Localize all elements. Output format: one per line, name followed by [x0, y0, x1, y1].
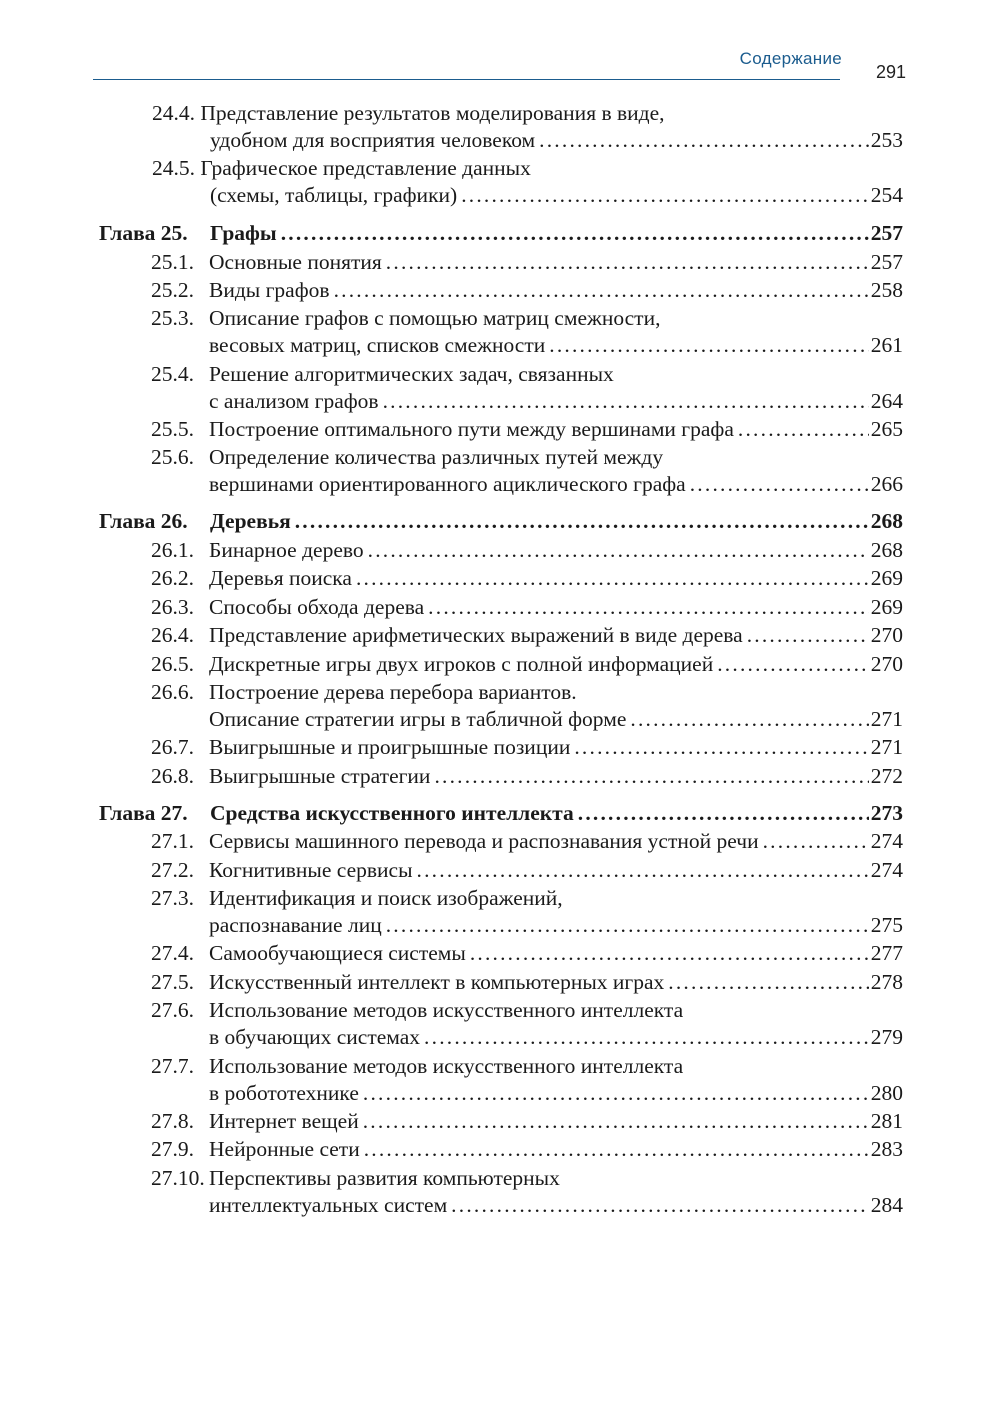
- dot-leader: [549, 332, 869, 359]
- section-title: Перспективы развития компьютерных: [209, 1165, 560, 1190]
- dot-leader: [539, 127, 869, 154]
- dot-leader: [451, 1192, 869, 1219]
- chapter-heading: [99, 220, 903, 247]
- section-page: 274: [870, 857, 903, 882]
- section-page: 280: [870, 1080, 903, 1105]
- section-title: Построение оптимального пути между вершинами графа: [209, 417, 734, 442]
- section-number: 27.1.: [151, 829, 194, 854]
- dot-leader: [428, 594, 869, 621]
- section-title: Описание стратегии игры в табличной форме: [209, 706, 627, 731]
- chapter-title: Средства искусственного интеллекта: [210, 800, 574, 825]
- toc-entry: [99, 651, 903, 678]
- dot-leader: [668, 969, 868, 996]
- section-number: 27.8.: [151, 1108, 194, 1133]
- section-page: 264: [870, 388, 903, 413]
- toc-line: [151, 1165, 903, 1192]
- dot-leader: [295, 508, 869, 535]
- section-title: Самообучающиеся системы: [209, 941, 466, 966]
- dot-leader: [383, 388, 869, 415]
- toc-line: [151, 706, 903, 733]
- section-title: Построение дерева перебора вариантов.: [209, 679, 577, 704]
- section-number: 25.6.: [151, 445, 194, 470]
- section-number: 26.2.: [151, 566, 194, 591]
- toc-line: [151, 997, 903, 1024]
- section-title: Выигрышные стратегии: [209, 763, 431, 788]
- toc-entry: [99, 857, 903, 884]
- section-number: 25.4.: [151, 361, 194, 386]
- toc-entry: [99, 763, 903, 790]
- section-page: 266: [870, 472, 903, 497]
- section-title: Описание графов с помощью матриц смежности,: [209, 306, 661, 331]
- section-number: 26.5.: [151, 651, 194, 676]
- toc-line: [99, 508, 903, 535]
- dot-leader: [717, 651, 869, 678]
- toc-line: [152, 127, 903, 154]
- toc-line: [151, 885, 903, 912]
- section-number: 27.6.: [151, 998, 194, 1023]
- toc-line: [151, 828, 903, 855]
- section-page: 274: [870, 829, 903, 854]
- section-page: 271: [870, 706, 903, 731]
- running-head-title: Содержание: [739, 49, 842, 68]
- section-number: 27.9.: [151, 1137, 194, 1162]
- section-page: 272: [870, 763, 903, 788]
- section-title: Интернет вещей: [209, 1108, 359, 1133]
- section-title: Решение алгоритмических задач, связанных: [209, 361, 614, 386]
- toc-line: [151, 969, 903, 996]
- section-number: 27.5.: [151, 969, 194, 994]
- toc-line: [151, 1024, 903, 1051]
- section-number: 26.3.: [151, 594, 194, 619]
- chapter-list: [99, 220, 903, 1219]
- dot-leader: [363, 1080, 869, 1107]
- section-number: 26.4.: [151, 623, 194, 648]
- dot-leader: [281, 220, 869, 247]
- toc-entry: [99, 885, 903, 939]
- dot-leader: [417, 857, 869, 884]
- chapter-heading: [99, 508, 903, 535]
- toc-entry: [99, 277, 903, 304]
- section-title: с анализом графов: [209, 388, 379, 413]
- dot-leader: [574, 734, 868, 761]
- section-number: 25.2.: [151, 277, 194, 302]
- toc-line: [151, 622, 903, 649]
- section-page: 265: [870, 417, 903, 442]
- entry-title: (схемы, таблицы, графики): [210, 183, 458, 207]
- chapter-title: Графы: [210, 221, 277, 245]
- dot-leader: [356, 565, 869, 592]
- section-title: Использование методов искусственного интеллекта: [209, 1053, 684, 1078]
- toc-entry: [99, 734, 903, 761]
- section-title: вершинами ориентированного ациклического графа: [209, 472, 686, 497]
- section-number: 26.7.: [151, 735, 194, 760]
- toc-entry: [99, 969, 903, 996]
- toc-line: [151, 249, 903, 276]
- toc-entry: [99, 622, 903, 649]
- toc-line: [151, 1136, 903, 1163]
- toc-line: [151, 305, 903, 332]
- section-page: 268: [870, 537, 903, 562]
- toc-line: [151, 416, 903, 443]
- running-head-rule: [93, 79, 840, 80]
- toc-entry: [99, 537, 903, 564]
- toc-entry: [99, 940, 903, 967]
- toc-line: [152, 182, 903, 209]
- dot-leader: [363, 1108, 869, 1135]
- dot-leader: [368, 537, 869, 564]
- section-page: 278: [870, 969, 903, 994]
- section-title: Определение количества различных путей между: [209, 445, 664, 470]
- section-page: 277: [870, 941, 903, 966]
- toc-entry: [99, 416, 903, 443]
- toc-line: [151, 537, 903, 564]
- toc-entry: [99, 679, 903, 733]
- section-page: 281: [870, 1108, 903, 1133]
- toc-entry: [99, 155, 903, 209]
- toc-line: [151, 565, 903, 592]
- section-page: 269: [870, 594, 903, 619]
- toc-entry: [99, 249, 903, 276]
- dot-leader: [738, 416, 869, 443]
- dot-leader: [386, 249, 869, 276]
- toc-line: [151, 388, 903, 415]
- entry-title: 24.4. Представление результатов моделирования в виде,: [152, 101, 665, 125]
- dot-leader: [470, 940, 869, 967]
- dot-leader: [434, 763, 868, 790]
- toc-line: [151, 277, 903, 304]
- section-page: 271: [870, 735, 903, 760]
- toc-entry: [99, 1165, 903, 1219]
- section-title: в робототехнике: [209, 1080, 359, 1105]
- toc-line: [151, 763, 903, 790]
- section-page: 283: [870, 1137, 903, 1162]
- entry-title: удобном для восприятия человеком: [210, 128, 536, 152]
- section-number: 26.8.: [151, 763, 194, 788]
- section-number: 27.3.: [151, 885, 194, 910]
- section-title: Идентификация и поиск изображений,: [209, 885, 563, 910]
- toc-line: [151, 912, 903, 939]
- toc-entry: [99, 361, 903, 415]
- toc-entry: [99, 594, 903, 621]
- dot-leader: [763, 828, 869, 855]
- dot-leader: [690, 471, 869, 498]
- section-number: 25.1.: [151, 249, 194, 274]
- toc-line: [151, 332, 903, 359]
- section-title: Деревья поиска: [209, 566, 352, 591]
- chapter-page: 268: [870, 509, 903, 534]
- section-number: 25.3.: [151, 306, 194, 331]
- page-number: 291: [875, 62, 906, 82]
- section-title: распознавание лиц: [209, 912, 382, 937]
- toc-line: [99, 220, 903, 247]
- section-page: 270: [870, 651, 903, 676]
- section-title: Нейронные сети: [209, 1137, 360, 1162]
- section-number: 27.4.: [151, 941, 194, 966]
- section-number: 27.10.: [151, 1165, 205, 1190]
- dot-leader: [386, 912, 869, 939]
- entry-page: 253: [870, 128, 903, 152]
- dot-leader: [747, 622, 869, 649]
- toc-entry: [99, 100, 903, 154]
- section-number: 25.5.: [151, 417, 194, 442]
- toc-line: [151, 651, 903, 678]
- toc-line: [151, 1192, 903, 1219]
- table-of-contents: [99, 100, 903, 1220]
- toc-entry: [99, 997, 903, 1051]
- section-title: Дискретные игры двух игроков с полной информацией: [209, 651, 714, 676]
- section-title: весовых матриц, списков смежности: [209, 333, 546, 358]
- toc-entry: [99, 828, 903, 855]
- entry-title: 24.5. Графическое представление данных: [152, 156, 531, 180]
- toc-entry: [99, 565, 903, 592]
- section-title: в обучающих системах: [209, 1025, 421, 1050]
- toc-line: [151, 1053, 903, 1080]
- toc-line: [151, 940, 903, 967]
- dot-leader: [630, 706, 868, 733]
- toc-entry: [99, 1053, 903, 1107]
- section-title: Использование методов искусственного интеллекта: [209, 998, 684, 1023]
- chapter-label: Глава 25.: [99, 221, 188, 245]
- toc-line: [151, 444, 903, 471]
- toc-line: [152, 100, 903, 127]
- section-title: Виды графов: [209, 277, 330, 302]
- toc-line: [151, 1108, 903, 1135]
- running-head: [0, 0, 1000, 90]
- continued-entries: [99, 100, 903, 209]
- section-title: Представление арифметических выражений в виде дерева: [209, 623, 743, 648]
- entry-page: 254: [870, 183, 903, 207]
- section-title: Сервисы машинного перевода и распознавания устной речи: [209, 829, 759, 854]
- section-page: 261: [870, 333, 903, 358]
- chapter-label: Глава 26.: [99, 509, 188, 534]
- chapter-page: 273: [870, 800, 903, 825]
- section-title: Способы обхода дерева: [209, 594, 425, 619]
- section-page: 269: [870, 566, 903, 591]
- section-title: Выигрышные и проигрышные позиции: [209, 735, 571, 760]
- toc-line: [151, 679, 903, 706]
- dot-leader: [461, 182, 869, 209]
- toc-entry: [99, 444, 903, 498]
- toc-line: [152, 155, 903, 182]
- section-page: 284: [870, 1192, 903, 1217]
- toc-line: [151, 594, 903, 621]
- toc-line: [151, 857, 903, 884]
- section-page: 270: [870, 623, 903, 648]
- toc-line: [151, 1080, 903, 1107]
- toc-entry: [99, 1108, 903, 1135]
- toc-entry: [99, 1136, 903, 1163]
- toc-line: [151, 361, 903, 388]
- toc-line: [99, 800, 903, 827]
- chapter-page: 257: [870, 221, 903, 245]
- section-number: 27.7.: [151, 1053, 194, 1078]
- dot-leader: [334, 277, 869, 304]
- section-page: 279: [870, 1025, 903, 1050]
- toc-line: [151, 734, 903, 761]
- section-title: Бинарное дерево: [209, 537, 364, 562]
- section-title: Основные понятия: [209, 249, 382, 274]
- chapter-title: Деревья: [210, 509, 291, 534]
- section-title: Когнитивные сервисы: [209, 857, 413, 882]
- dot-leader: [578, 800, 869, 827]
- toc-entry: [99, 305, 903, 359]
- chapter-label: Глава 27.: [99, 800, 188, 825]
- section-page: 275: [870, 912, 903, 937]
- section-number: 26.6.: [151, 679, 194, 704]
- section-number: 27.2.: [151, 857, 194, 882]
- toc-line: [151, 471, 903, 498]
- section-number: 26.1.: [151, 537, 194, 562]
- dot-leader: [364, 1136, 869, 1163]
- chapter-heading: [99, 800, 903, 827]
- section-title: Искусственный интеллект в компьютерных играх: [209, 969, 665, 994]
- section-page: 257: [870, 249, 903, 274]
- section-page: 258: [870, 277, 903, 302]
- dot-leader: [424, 1024, 869, 1051]
- section-title: интеллектуальных систем: [209, 1192, 448, 1217]
